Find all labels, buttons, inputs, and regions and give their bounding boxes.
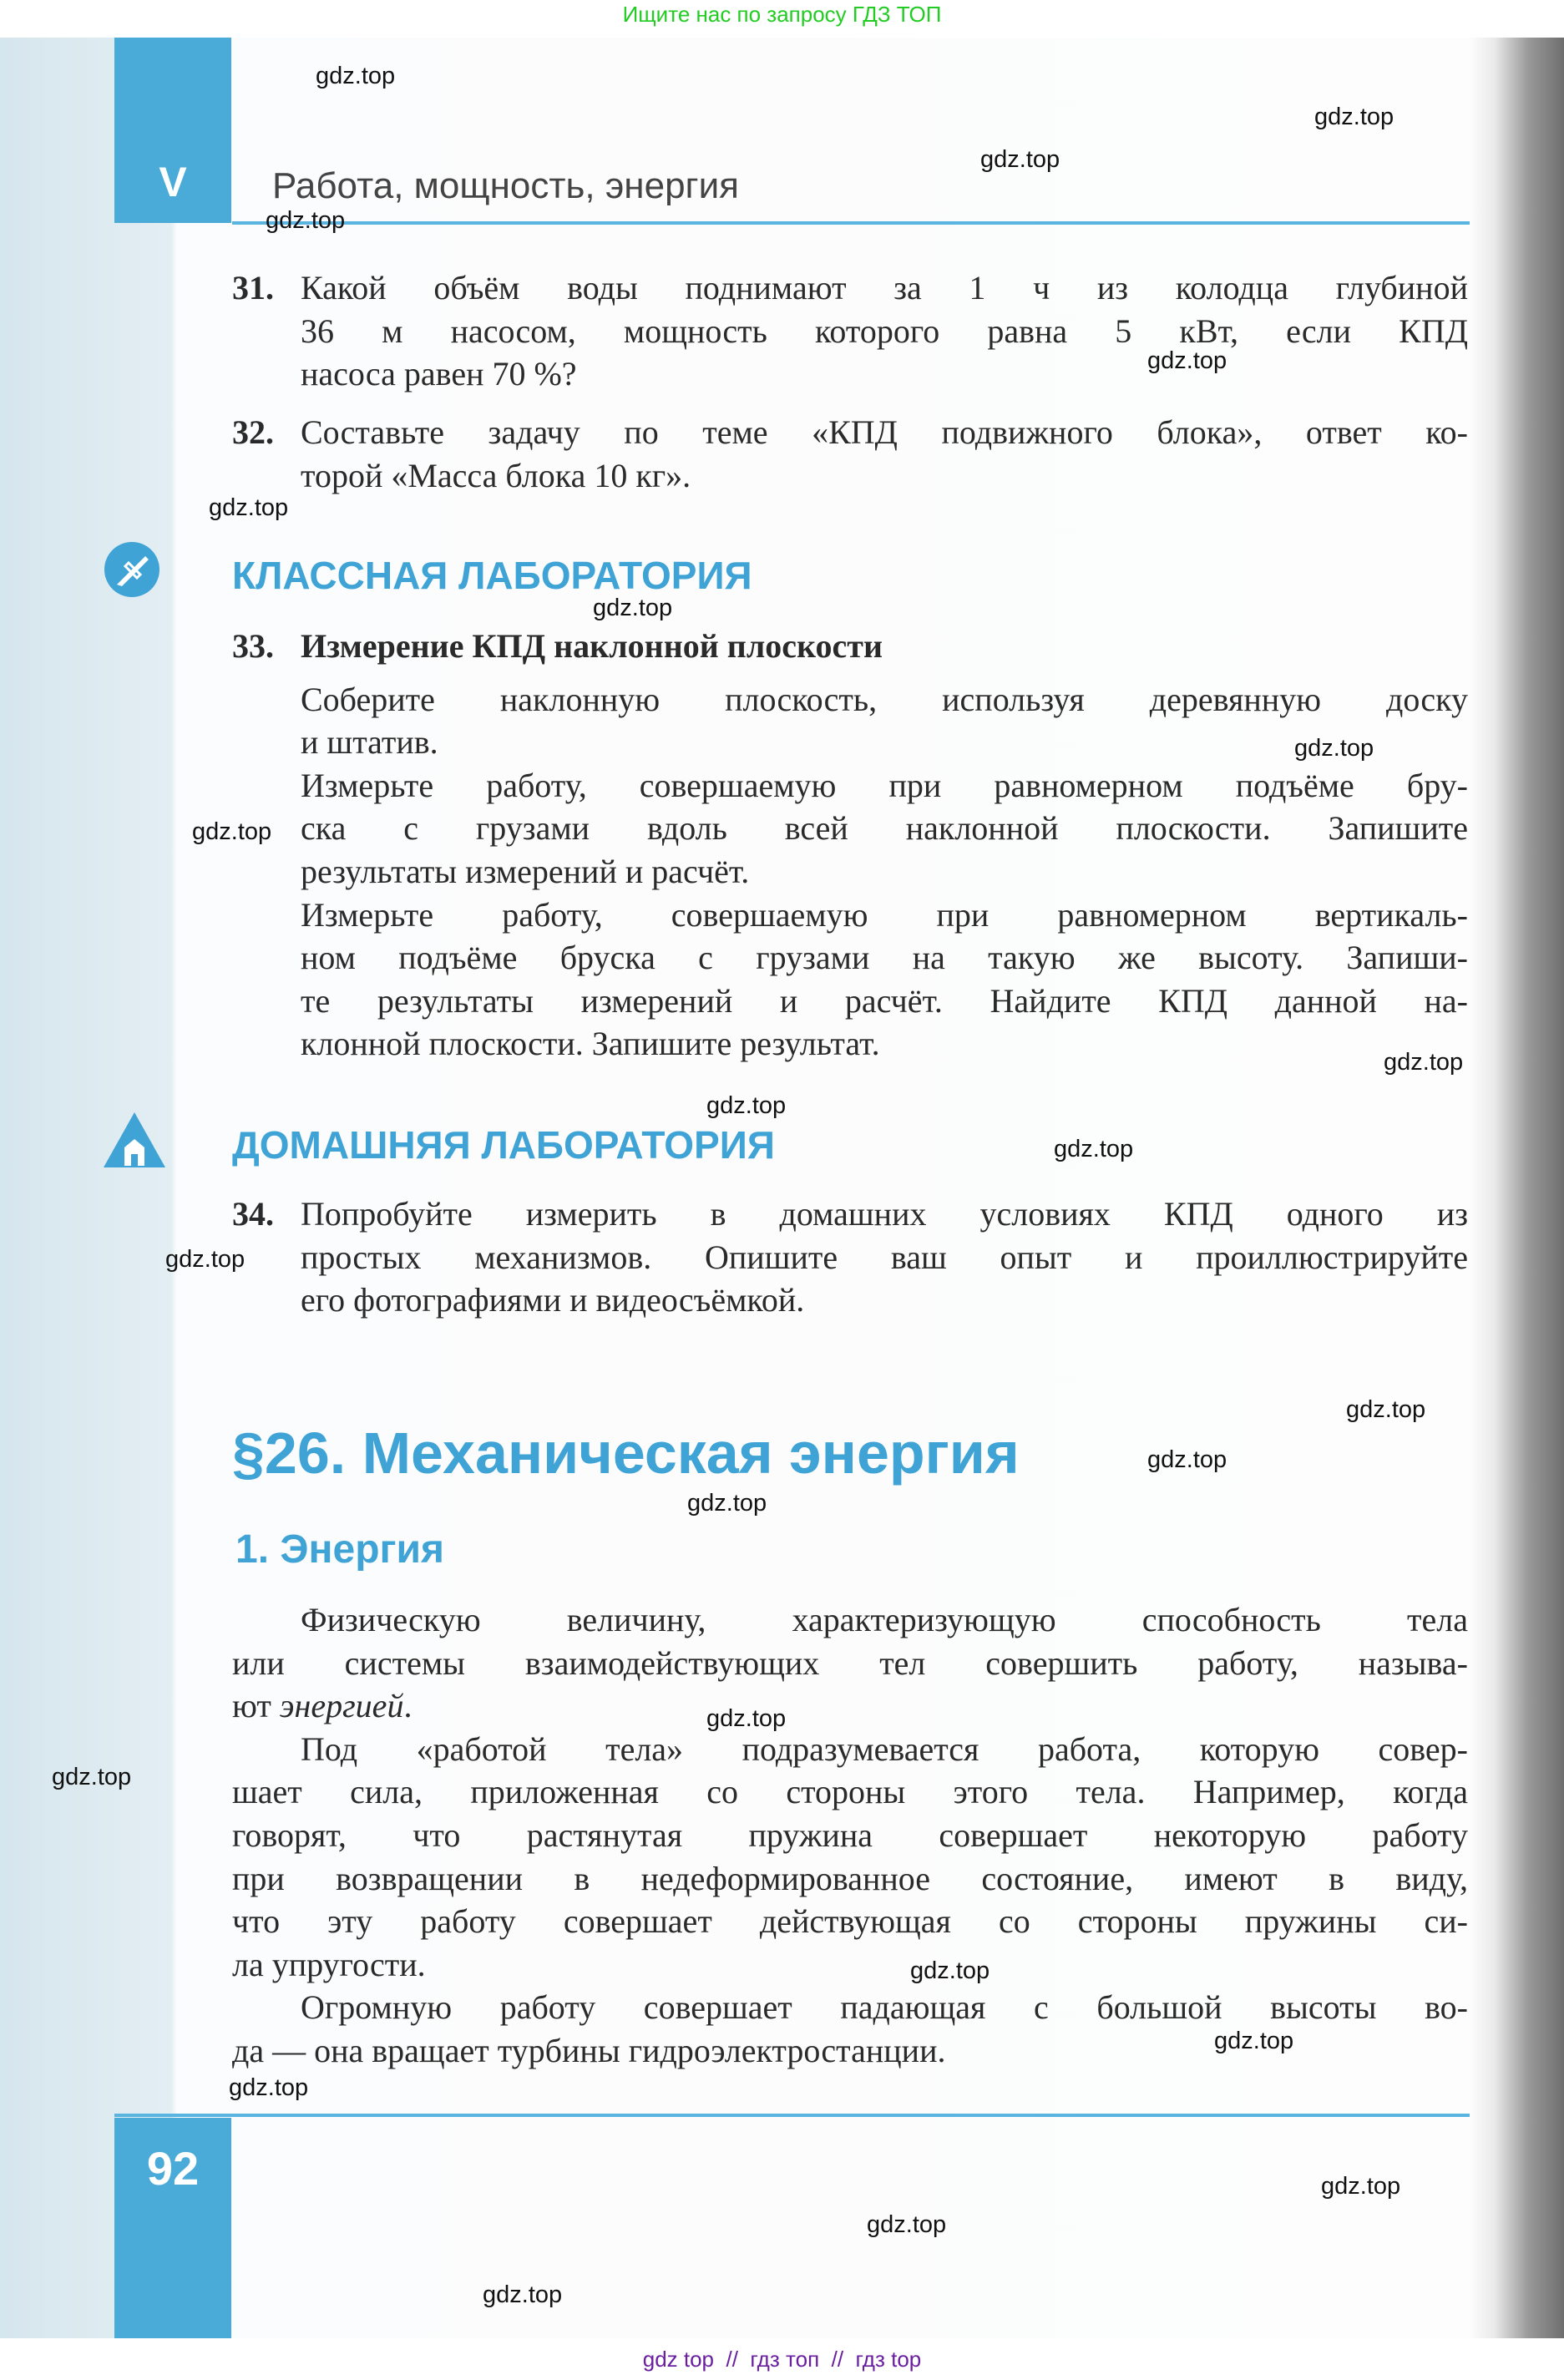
text-line: Какой объём воды поднимают за 1 ч из колодца глубиной	[301, 269, 1468, 306]
header-rule	[232, 221, 1470, 225]
page-number-tab	[114, 2118, 231, 2338]
text-line: те результаты измерений и расчёт. Найдите КПД данной на-	[301, 981, 1468, 1020]
task-33	[301, 625, 1468, 1066]
text-line: результаты измерений и расчёт.	[301, 852, 750, 890]
text-line: ном подъёме бруска с грузами на такую же высоту. Запиши-	[301, 939, 1468, 977]
chapter-tab	[114, 38, 231, 223]
watermark: gdz.top	[980, 146, 1060, 173]
text-line: говорят, что растянутая пружина совершает некоторую работу	[232, 1815, 1468, 1854]
text-line	[232, 1684, 1468, 1728]
task-32	[301, 411, 1468, 497]
task-34-number: 34.	[232, 1195, 274, 1233]
text-line: ска с грузами вдоль всей наклонной плоскости. Запишите	[301, 809, 1468, 848]
text-line: Под «работой тела» подразумевается работа, которую совер-	[301, 1729, 1468, 1768]
text-fragment: .	[403, 1687, 413, 1725]
pencil-ruler-icon	[104, 541, 160, 598]
watermark: gdz.top	[316, 63, 396, 89]
bottom-banner[interactable]: gdz top // гдз топ // гдз top	[642, 2347, 922, 2372]
text-line: Составьте задачу по теме «КПД подвижного блока», ответ ко-	[301, 413, 1468, 451]
watermark: gdz.top	[229, 2074, 309, 2101]
body-text	[232, 1598, 1468, 2073]
text-line: при возвращении в недеформированное состояние, имеют в виду,	[232, 1859, 1468, 1897]
text-fragment: ют	[232, 1687, 280, 1725]
watermark: gdz.top	[1321, 2173, 1401, 2200]
watermark: gdz.top	[867, 2211, 947, 2238]
watermark: gdz.top	[910, 1957, 990, 1984]
watermark: gdz.top	[1384, 1049, 1464, 1076]
watermark: gdz.top	[1346, 1396, 1426, 1423]
watermark: gdz.top	[687, 1490, 767, 1517]
page-number: 92	[146, 2142, 200, 2195]
watermark: gdz.top	[209, 494, 289, 521]
watermark: gdz.top	[52, 1764, 132, 1790]
text-line: ла упругости.	[232, 1945, 426, 1983]
text-line: Измерьте работу, совершаемую при равномерном вертикаль-	[301, 895, 1468, 934]
watermark: gdz.top	[1214, 2028, 1294, 2054]
watermark: gdz.top	[192, 818, 272, 845]
text-line: торой «Масса блока 10 кг».	[301, 456, 691, 494]
text-line: что эту работу совершает действующая со стороны пружины си-	[232, 1902, 1468, 1941]
text-line: или системы взаимодействующих тел совершить работу, называ-	[232, 1643, 1468, 1682]
watermark: gdz.top	[1147, 1446, 1227, 1473]
text-line: его фотографиями и видеосъёмкой.	[301, 1281, 805, 1319]
watermark: gdz.top	[266, 207, 346, 234]
running-header: Работа, мощность, энергия	[272, 165, 740, 206]
task-32-number: 32.	[232, 413, 274, 451]
task-34	[301, 1193, 1468, 1322]
watermark: gdz.top	[593, 595, 673, 621]
chapter-number: V	[159, 159, 187, 205]
text-line: да — она вращает турбины гидроэлектростанции.	[232, 2031, 946, 2069]
text-line: клонной плоскости. Запишите результат.	[301, 1025, 880, 1063]
watermark: gdz.top	[1314, 104, 1394, 130]
text-line: насоса равен 70 %?	[301, 355, 577, 393]
text-line: Попробуйте измерить в домашних условиях КПД одного из	[301, 1195, 1468, 1233]
class-lab-heading: КЛАССНАЯ ЛАБОРАТОРИЯ	[232, 554, 752, 597]
watermark: gdz.top	[165, 1246, 245, 1273]
task-33-number: 33.	[232, 627, 274, 665]
text-line: Физическую величину, характеризующую способность тела	[301, 1601, 1468, 1638]
term-energy: энергией	[279, 1687, 404, 1725]
watermark: gdz.top	[1054, 1136, 1134, 1162]
text-line: Огромную работу совершает падающая с большой высоты во-	[301, 1988, 1468, 2027]
home-lab-heading: ДОМАШНЯЯ ЛАБОРАТОРИЯ	[232, 1123, 775, 1167]
house-icon	[102, 1111, 167, 1169]
section-subtitle: 1. Энергия	[235, 1527, 445, 1572]
text-line: шает сила, приложенная со стороны этого тела. Например, когда	[232, 1773, 1468, 1811]
text-line: Соберите наклонную плоскость, используя деревянную доску	[301, 680, 1468, 718]
watermark: gdz.top	[706, 1092, 787, 1119]
text-line: 36 м насосом, мощность которого равна 5 кВт, если КПД	[301, 311, 1468, 350]
task-31-number: 31.	[232, 269, 274, 306]
text-line: простых механизмов. Опишите ваш опыт и проиллюстрируйте	[301, 1238, 1468, 1276]
section-title: §26. Механическая энергия	[232, 1420, 1020, 1486]
watermark: gdz.top	[706, 1705, 787, 1732]
watermark: gdz.top	[483, 2281, 563, 2308]
watermark: gdz.top	[1294, 735, 1374, 762]
text-line: и штатив.	[301, 723, 438, 762]
task-33-title: Измерение КПД наклонной плоскости	[301, 627, 883, 665]
task-31	[301, 266, 1468, 396]
text-line: Измерьте работу, совершаемую при равномерном подъёме бру-	[301, 766, 1468, 804]
watermark: gdz.top	[1147, 347, 1227, 374]
top-banner[interactable]: Ищите нас по запросу ГДЗ ТОП	[622, 2, 942, 27]
footer-rule	[114, 2114, 1470, 2117]
